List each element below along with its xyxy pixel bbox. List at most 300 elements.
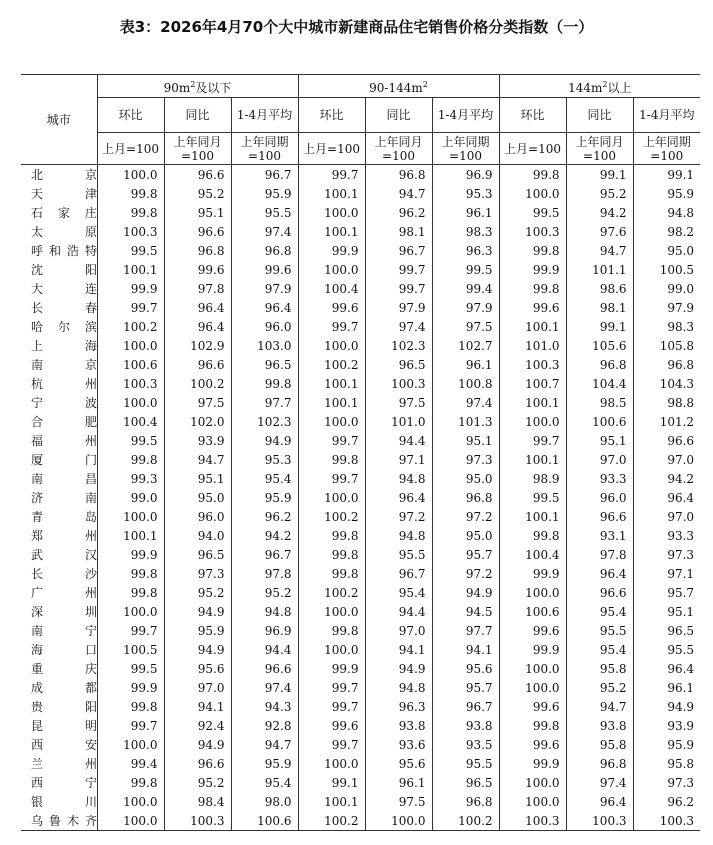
- index-value-cell: 97.0: [667, 509, 695, 524]
- table-row: [21, 716, 700, 735]
- index-value-cell: 96.4: [365, 488, 432, 507]
- index-value-cell: 99.8: [298, 450, 365, 469]
- index-value-cell: 99.8: [97, 564, 164, 583]
- index-value-cell: 97.9: [365, 298, 432, 317]
- index-value-cell: 99.8: [298, 621, 365, 640]
- table-row: [21, 393, 700, 412]
- index-value-cell: 100.3: [97, 222, 164, 241]
- city-name-cell: [21, 336, 97, 355]
- city-name: 南宁: [31, 624, 97, 638]
- index-value-cell: 99.4: [432, 279, 499, 298]
- price-index-table: [21, 74, 700, 831]
- index-value-cell: 96.6: [566, 507, 633, 526]
- city-name-cell: [21, 279, 97, 298]
- city-name: 银川: [31, 795, 97, 809]
- index-value-cell: 94.9: [667, 699, 695, 714]
- index-value-cell: 95.6: [365, 754, 432, 773]
- index-value-cell: 99.5: [97, 241, 164, 260]
- table-row: [21, 773, 700, 792]
- index-value-cell: 105.8: [659, 338, 695, 353]
- index-value-cell: 102.7: [432, 336, 499, 355]
- index-value-cell: 100.7: [499, 374, 566, 393]
- table-row: [21, 640, 700, 659]
- index-value-cell: 100.4: [499, 545, 566, 564]
- index-value-cell: 96.7: [365, 564, 432, 583]
- index-value-cell: 99.9: [298, 659, 365, 678]
- table-row: [21, 165, 700, 185]
- subheader-mom-g0: 环比: [97, 98, 164, 133]
- index-value-cell: 98.6: [566, 279, 633, 298]
- index-value-cell: 100.2: [298, 507, 365, 526]
- index-value-cell: 96.2: [667, 794, 695, 809]
- index-value-cell: 95.8: [667, 756, 695, 771]
- subheader-yoy-g0: 同比: [164, 98, 231, 133]
- table-row: [21, 621, 700, 640]
- index-value-cell: 94.2: [667, 471, 695, 486]
- index-value-cell: 95.1: [667, 604, 695, 619]
- index-value-cell: 97.1: [365, 450, 432, 469]
- table-row: [21, 298, 700, 317]
- index-value-cell: 97.0: [566, 450, 633, 469]
- index-value-cell: 100.3: [499, 355, 566, 374]
- city-name-cell: [21, 792, 97, 811]
- index-value-cell: 99.8: [298, 545, 365, 564]
- index-value-cell: 94.4: [231, 640, 298, 659]
- index-value-cell: 96.3: [365, 697, 432, 716]
- index-value-cell: 99.7: [298, 431, 365, 450]
- index-value-cell: 100.0: [97, 393, 164, 412]
- index-value-cell: 100.0: [298, 260, 365, 279]
- city-name: 西安: [31, 738, 97, 752]
- subheader-mom-g2: 环比: [499, 98, 566, 133]
- index-value-cell: 100.1: [298, 374, 365, 393]
- city-name-cell: [21, 260, 97, 279]
- city-name: 上海: [31, 339, 97, 353]
- index-value-cell: 100.0: [97, 336, 164, 355]
- index-value-cell: 94.8: [667, 205, 695, 220]
- table-row: [21, 488, 700, 507]
- index-value-cell: 98.3: [432, 222, 499, 241]
- index-value-cell: 97.7: [231, 393, 298, 412]
- table-row: [21, 374, 700, 393]
- index-value-cell: 97.4: [432, 393, 499, 412]
- index-value-cell: 95.2: [566, 678, 633, 697]
- index-value-cell: 102.3: [231, 412, 298, 431]
- city-name: 成都: [31, 681, 97, 695]
- index-value-cell: 95.5: [566, 621, 633, 640]
- index-value-cell: 99.7: [365, 279, 432, 298]
- city-name: 广州: [31, 586, 97, 600]
- table-row: [21, 735, 700, 754]
- index-value-cell: 99.5: [97, 659, 164, 678]
- baseheader-avg-g0: 上年同期=100: [231, 133, 298, 165]
- index-value-cell: 97.6: [566, 222, 633, 241]
- index-value-cell: 96.0: [231, 317, 298, 336]
- index-value-cell: 99.6: [499, 735, 566, 754]
- index-value-cell: 95.4: [566, 640, 633, 659]
- table-row: [21, 564, 700, 583]
- index-value-cell: 96.8: [432, 792, 499, 811]
- index-value-cell: 100.1: [499, 507, 566, 526]
- city-name-cell: [21, 488, 97, 507]
- index-value-cell: 99.0: [667, 281, 695, 296]
- table-row: [21, 450, 700, 469]
- index-value-cell: 94.9: [164, 640, 231, 659]
- index-value-cell: 99.5: [499, 488, 566, 507]
- index-value-cell: 95.5: [667, 642, 695, 657]
- index-value-cell: 99.9: [97, 545, 164, 564]
- index-value-cell: 99.8: [499, 526, 566, 545]
- baseheader-mom-g1: 上月=100: [298, 133, 365, 165]
- index-value-cell: 96.1: [432, 355, 499, 374]
- index-value-cell: 100.6: [566, 412, 633, 431]
- index-value-cell: 95.1: [566, 431, 633, 450]
- index-value-cell: 97.4: [365, 317, 432, 336]
- city-name: 昆明: [31, 719, 97, 733]
- index-value-cell: 97.2: [432, 564, 499, 583]
- index-value-cell: 100.1: [298, 792, 365, 811]
- index-value-cell: 97.8: [566, 545, 633, 564]
- group-header-medium: $90-144m^2$: [298, 75, 499, 98]
- table-row: [21, 545, 700, 564]
- city-name-cell: [21, 469, 97, 488]
- index-value-cell: 97.9: [432, 298, 499, 317]
- index-value-cell: 99.8: [231, 374, 298, 393]
- index-value-cell: 94.9: [164, 602, 231, 621]
- index-value-cell: 99.8: [97, 184, 164, 203]
- index-value-cell: 96.9: [231, 621, 298, 640]
- city-name: 南昌: [31, 472, 97, 486]
- city-name-cell: [21, 203, 97, 222]
- index-value-cell: 95.0: [432, 526, 499, 545]
- index-value-cell: 100.8: [432, 374, 499, 393]
- index-value-cell: 97.5: [164, 393, 231, 412]
- index-value-cell: 97.2: [432, 507, 499, 526]
- index-value-cell: 93.3: [667, 528, 695, 543]
- index-value-cell: 95.5: [432, 754, 499, 773]
- index-value-cell: 96.6: [164, 355, 231, 374]
- index-value-cell: 94.7: [566, 241, 633, 260]
- city-name-cell: [21, 412, 97, 431]
- baseheader-mom-g0: 上月=100: [97, 133, 164, 165]
- table-row: [21, 412, 700, 431]
- city-name: 贵阳: [31, 700, 97, 714]
- index-value-cell: 100.2: [298, 583, 365, 602]
- index-value-cell: 97.5: [365, 393, 432, 412]
- city-name-cell: [21, 184, 97, 203]
- index-value-cell: 97.5: [432, 317, 499, 336]
- index-value-cell: 94.1: [432, 640, 499, 659]
- index-value-cell: 96.7: [365, 241, 432, 260]
- subheader-yoy-g2: 同比: [566, 98, 633, 133]
- city-name-cell: [21, 393, 97, 412]
- index-value-cell: 99.8: [97, 450, 164, 469]
- index-value-cell: 93.9: [164, 431, 231, 450]
- city-name: 天津: [31, 187, 97, 201]
- index-value-cell: 99.9: [298, 241, 365, 260]
- city-name: 西宁: [31, 776, 97, 790]
- index-value-cell: 97.1: [667, 566, 695, 581]
- table-row: [21, 241, 700, 260]
- index-value-cell: 93.8: [566, 716, 633, 735]
- index-value-cell: 100.0: [97, 602, 164, 621]
- index-value-cell: 92.4: [164, 716, 231, 735]
- subheader-avg-g1: 1-4月平均: [432, 98, 499, 133]
- index-value-cell: 95.2: [164, 184, 231, 203]
- index-value-cell: 94.8: [365, 469, 432, 488]
- index-value-cell: 97.3: [667, 775, 695, 790]
- index-value-cell: 97.4: [566, 773, 633, 792]
- city-name: 青岛: [31, 510, 97, 524]
- index-value-cell: 99.6: [499, 298, 566, 317]
- index-value-cell: 99.6: [499, 621, 566, 640]
- index-value-cell: 99.9: [97, 678, 164, 697]
- index-value-cell: 98.9: [499, 469, 566, 488]
- subheader-avg-g0: 1-4月平均: [231, 98, 298, 133]
- index-value-cell: 100.2: [97, 317, 164, 336]
- index-value-cell: 100.0: [499, 583, 566, 602]
- index-value-cell: 99.8: [97, 773, 164, 792]
- city-name-cell: [21, 298, 97, 317]
- index-value-cell: 97.8: [164, 279, 231, 298]
- index-value-cell: 99.7: [298, 678, 365, 697]
- index-value-cell: 95.4: [566, 602, 633, 621]
- table-body: [21, 165, 700, 831]
- index-value-cell: 99.7: [298, 165, 365, 185]
- index-value-cell: 102.3: [365, 336, 432, 355]
- index-value-cell: 97.3: [667, 547, 695, 562]
- baseheader-avg-g2: 上年同期=100: [633, 133, 700, 165]
- city-name-cell: [21, 545, 97, 564]
- page-title: 表3：2026年4月70个大中城市新建商品住宅销售价格分类指数（一）: [119, 18, 594, 36]
- index-value-cell: 95.7: [667, 585, 695, 600]
- index-value-cell: 97.2: [365, 507, 432, 526]
- index-value-cell: 100.6: [231, 811, 298, 831]
- index-value-cell: 98.8: [667, 395, 695, 410]
- city-name-cell: [21, 564, 97, 583]
- index-value-cell: 95.1: [432, 431, 499, 450]
- city-name-cell: [21, 621, 97, 640]
- index-value-cell: 100.0: [298, 336, 365, 355]
- index-value-cell: 98.3: [667, 319, 695, 334]
- index-value-cell: 94.9: [164, 735, 231, 754]
- index-value-cell: 96.5: [164, 545, 231, 564]
- index-value-cell: 99.7: [298, 697, 365, 716]
- index-value-cell: 99.8: [499, 241, 566, 260]
- index-value-cell: 100.0: [298, 203, 365, 222]
- index-value-cell: 93.3: [566, 469, 633, 488]
- index-value-cell: 103.0: [231, 336, 298, 355]
- group-header-large: $144m^2$以上: [499, 75, 700, 98]
- index-value-cell: 99.8: [499, 165, 566, 185]
- group-header-small: $90m^2$及以下: [97, 75, 298, 98]
- index-value-cell: 99.7: [97, 621, 164, 640]
- index-value-cell: 98.0: [231, 792, 298, 811]
- index-value-cell: 99.9: [499, 260, 566, 279]
- city-name: 济南: [31, 491, 97, 505]
- index-value-cell: 96.5: [365, 355, 432, 374]
- index-value-cell: 96.8: [231, 241, 298, 260]
- index-value-cell: 96.7: [432, 697, 499, 716]
- index-value-cell: 101.0: [499, 336, 566, 355]
- index-value-cell: 94.8: [365, 526, 432, 545]
- city-name-cell: [21, 507, 97, 526]
- index-value-cell: 100.0: [298, 640, 365, 659]
- table-row: [21, 184, 700, 203]
- index-value-cell: 100.0: [499, 659, 566, 678]
- index-value-cell: 100.2: [298, 811, 365, 831]
- index-value-cell: 95.8: [566, 735, 633, 754]
- index-value-cell: 99.8: [97, 583, 164, 602]
- index-value-cell: 94.8: [231, 602, 298, 621]
- city-name-cell: [21, 811, 97, 831]
- index-value-cell: 96.8: [566, 355, 633, 374]
- table-row: [21, 602, 700, 621]
- index-value-cell: 99.3: [97, 469, 164, 488]
- index-value-cell: 94.9: [365, 659, 432, 678]
- city-name: 宁波: [31, 396, 97, 410]
- table-row: [21, 431, 700, 450]
- city-name-cell: [21, 735, 97, 754]
- index-value-cell: 105.6: [566, 336, 633, 355]
- index-value-cell: 94.2: [566, 203, 633, 222]
- index-value-cell: 100.5: [97, 640, 164, 659]
- city-name: 厦门: [31, 453, 97, 467]
- index-value-cell: 100.3: [97, 374, 164, 393]
- city-name-cell: [21, 716, 97, 735]
- index-value-cell: 100.0: [97, 507, 164, 526]
- index-value-cell: 99.5: [499, 203, 566, 222]
- index-value-cell: 96.1: [667, 680, 695, 695]
- index-value-cell: 99.6: [231, 260, 298, 279]
- city-name: 石家庄: [31, 206, 97, 220]
- index-value-cell: 96.4: [566, 792, 633, 811]
- city-name: 杭州: [31, 377, 97, 391]
- index-value-cell: 95.9: [667, 737, 695, 752]
- table-row: [21, 469, 700, 488]
- index-value-cell: 100.0: [499, 412, 566, 431]
- table-row: [21, 754, 700, 773]
- index-value-cell: 94.2: [231, 526, 298, 545]
- index-value-cell: 94.7: [365, 184, 432, 203]
- city-name: 武汉: [31, 548, 97, 562]
- index-value-cell: 96.4: [667, 661, 695, 676]
- city-column-header: 城市: [21, 75, 97, 165]
- index-value-cell: 98.5: [566, 393, 633, 412]
- index-value-cell: 95.2: [164, 773, 231, 792]
- index-value-cell: 100.2: [164, 374, 231, 393]
- index-value-cell: 96.7: [231, 165, 298, 185]
- index-value-cell: 100.3: [365, 374, 432, 393]
- index-value-cell: 96.6: [164, 754, 231, 773]
- city-name: 福州: [31, 434, 97, 448]
- table-row: [21, 317, 700, 336]
- index-value-cell: 96.8: [566, 754, 633, 773]
- index-value-cell: 95.9: [231, 754, 298, 773]
- index-value-cell: 99.7: [97, 298, 164, 317]
- index-value-cell: 99.8: [499, 716, 566, 735]
- index-value-cell: 99.7: [365, 260, 432, 279]
- table-row: [21, 697, 700, 716]
- index-value-cell: 102.9: [164, 336, 231, 355]
- index-value-cell: 100.4: [298, 279, 365, 298]
- city-name: 大连: [31, 282, 97, 296]
- baseheader-yoy-g1: 上年同月=100: [365, 133, 432, 165]
- index-value-cell: 95.9: [164, 621, 231, 640]
- index-value-cell: 96.4: [667, 490, 695, 505]
- subheader-mom-g1: 环比: [298, 98, 365, 133]
- index-value-cell: 94.1: [164, 697, 231, 716]
- city-name: 郑州: [31, 529, 97, 543]
- index-value-cell: 100.0: [97, 165, 164, 185]
- index-value-cell: 100.1: [499, 317, 566, 336]
- index-value-cell: 95.0: [432, 469, 499, 488]
- index-value-cell: 99.4: [97, 754, 164, 773]
- index-value-cell: 95.4: [231, 469, 298, 488]
- index-value-cell: 100.3: [566, 811, 633, 831]
- baseheader-mom-g2: 上月=100: [499, 133, 566, 165]
- index-value-cell: 96.6: [566, 583, 633, 602]
- index-value-cell: 93.6: [365, 735, 432, 754]
- index-value-cell: 96.9: [432, 165, 499, 185]
- index-value-cell: 100.4: [97, 412, 164, 431]
- index-value-cell: 102.0: [164, 412, 231, 431]
- index-value-cell: 95.1: [164, 203, 231, 222]
- index-value-cell: 100.1: [499, 393, 566, 412]
- index-value-cell: 100.0: [97, 811, 164, 831]
- index-value-cell: 100.1: [298, 184, 365, 203]
- index-value-cell: 100.0: [499, 792, 566, 811]
- index-value-cell: 99.7: [97, 716, 164, 735]
- city-name: 呼和浩特: [31, 244, 97, 258]
- index-value-cell: 100.3: [164, 811, 231, 831]
- city-name-cell: [21, 754, 97, 773]
- city-name: 合肥: [31, 415, 97, 429]
- index-value-cell: 100.0: [298, 754, 365, 773]
- index-value-cell: 95.6: [164, 659, 231, 678]
- index-value-cell: 100.3: [633, 811, 700, 831]
- city-name: 兰州: [31, 757, 97, 771]
- city-name-cell: [21, 241, 97, 260]
- index-value-cell: 100.0: [499, 678, 566, 697]
- index-value-cell: 95.0: [164, 488, 231, 507]
- index-value-cell: 98.1: [365, 222, 432, 241]
- city-name-cell: [21, 583, 97, 602]
- index-value-cell: 99.9: [499, 564, 566, 583]
- index-value-cell: 93.1: [566, 526, 633, 545]
- index-value-cell: 100.3: [499, 811, 566, 831]
- index-value-cell: 94.5: [432, 602, 499, 621]
- index-value-cell: 100.6: [97, 355, 164, 374]
- index-value-cell: 95.2: [566, 184, 633, 203]
- table-row: [21, 792, 700, 811]
- index-value-cell: 97.5: [365, 792, 432, 811]
- index-value-cell: 104.3: [659, 376, 695, 391]
- index-value-cell: 95.4: [231, 773, 298, 792]
- index-value-cell: 94.7: [566, 697, 633, 716]
- index-value-cell: 95.6: [432, 659, 499, 678]
- index-value-cell: 96.6: [164, 222, 231, 241]
- index-value-cell: 97.4: [231, 678, 298, 697]
- index-value-cell: 100.2: [432, 811, 499, 831]
- index-value-cell: 99.7: [298, 317, 365, 336]
- index-value-cell: 100.3: [499, 222, 566, 241]
- index-value-cell: 93.9: [667, 718, 695, 733]
- index-value-cell: 99.5: [97, 431, 164, 450]
- index-value-cell: 101.3: [432, 412, 499, 431]
- baseheader-yoy-g2: 上年同月=100: [566, 133, 633, 165]
- city-name: 深圳: [31, 605, 97, 619]
